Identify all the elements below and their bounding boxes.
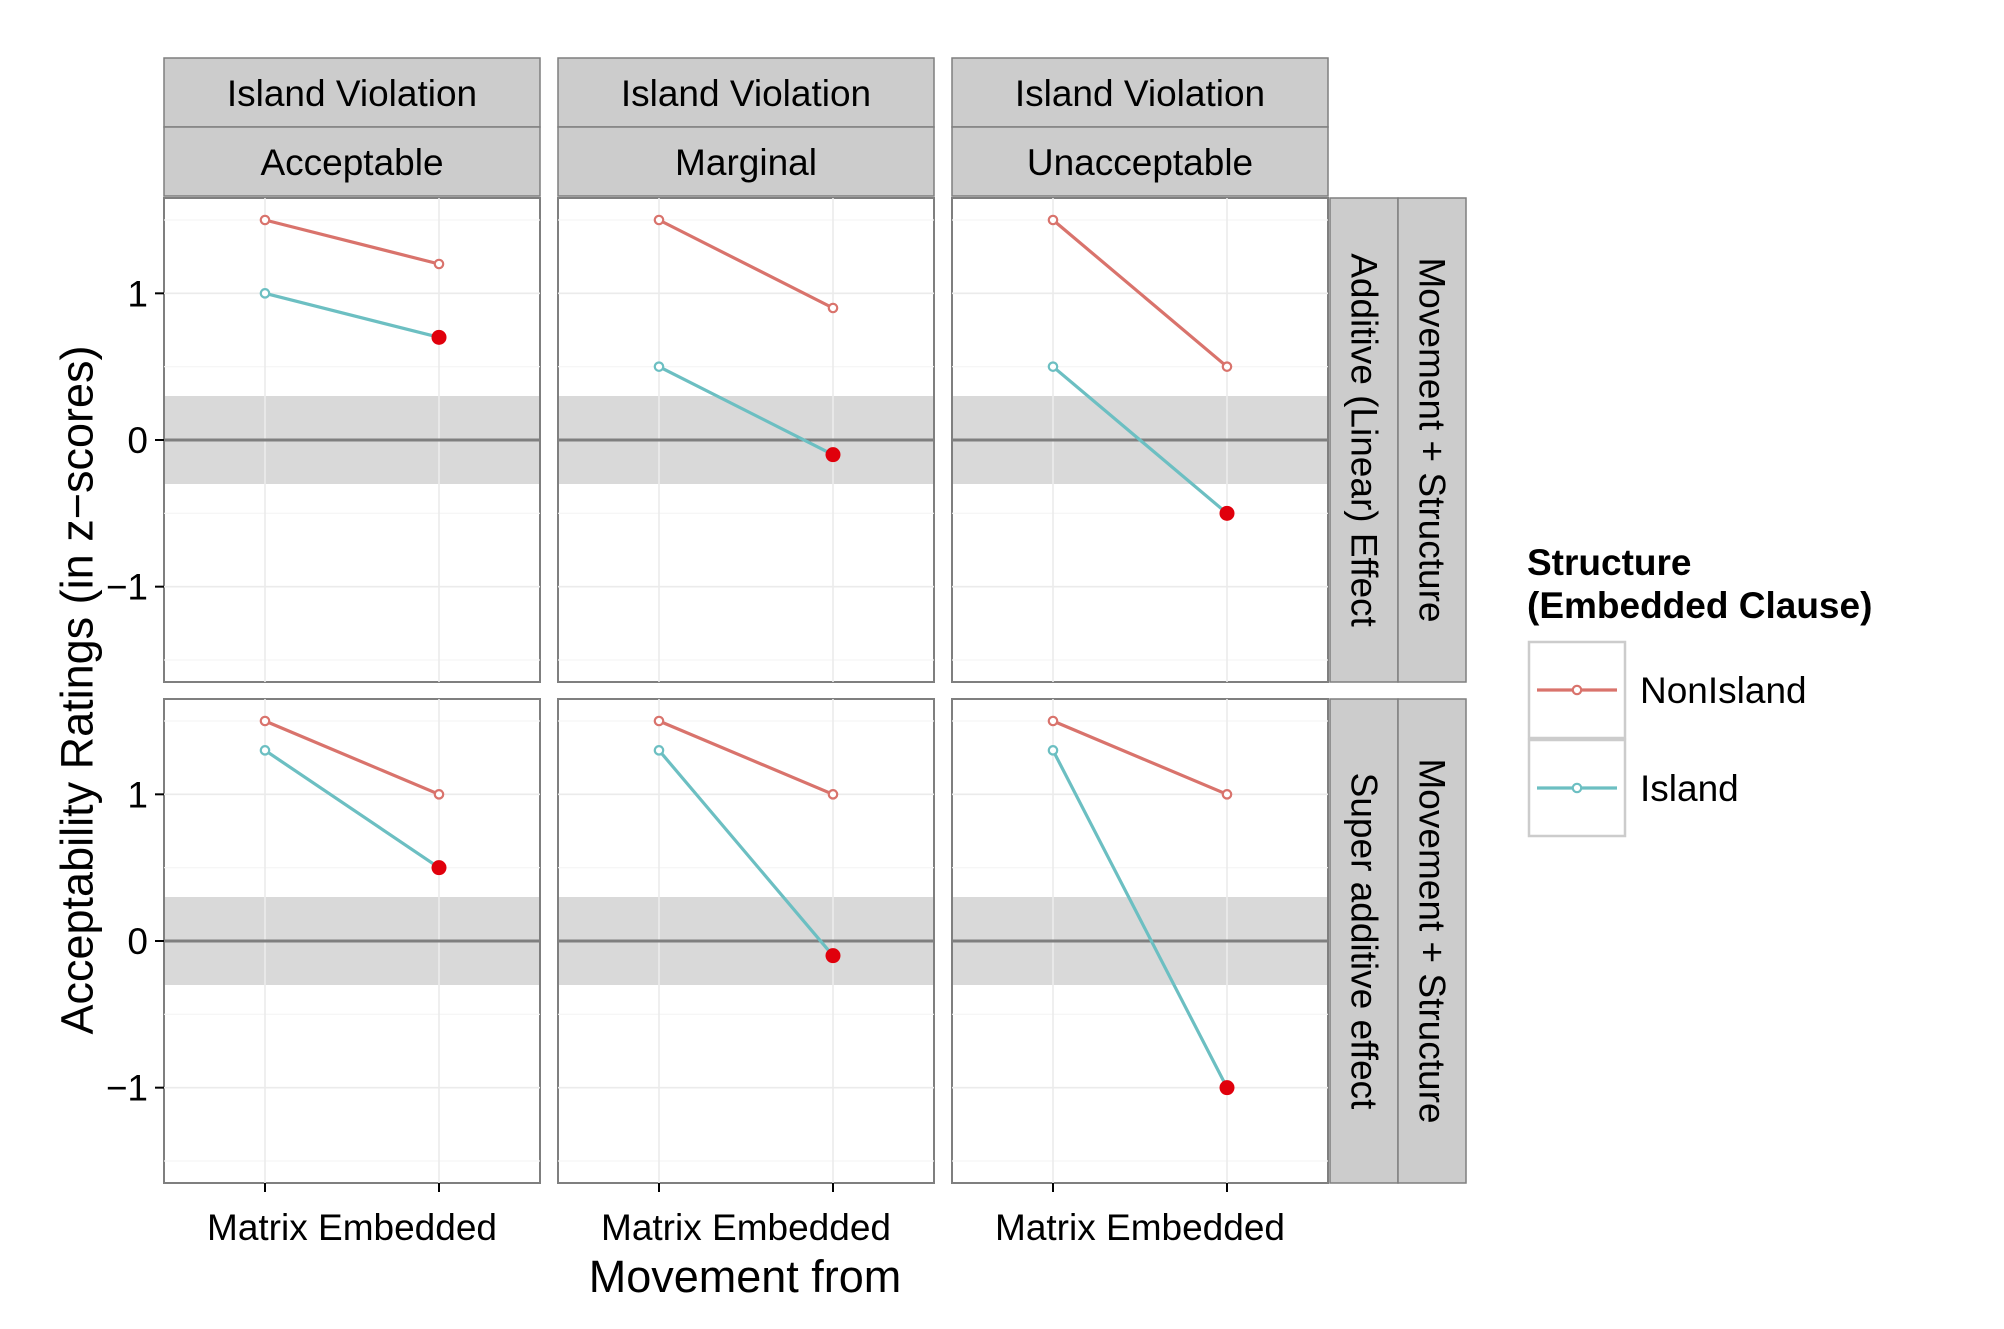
legend-title: Structure: [1527, 542, 1692, 583]
legend-title: (Embedded Clause): [1527, 585, 1873, 626]
panel-2-2: [558, 699, 934, 1248]
y-tick-label: 0: [127, 921, 148, 962]
x-tick-label: Matrix: [207, 1207, 308, 1248]
y-tick-label: 1: [127, 273, 148, 315]
x-tick-label: Matrix: [995, 1207, 1096, 1248]
highlight-point: [1220, 506, 1235, 521]
data-point-nonisland: [655, 717, 663, 725]
y-tick-label: 0: [127, 420, 148, 461]
data-point-island: [1049, 746, 1057, 754]
data-point-nonisland: [829, 790, 837, 798]
row-strip-1: [1330, 198, 1466, 682]
data-point-island: [261, 746, 269, 754]
data-point-island: [655, 746, 663, 754]
data-point-nonisland: [655, 216, 663, 224]
highlight-point: [826, 447, 841, 462]
highlight-point: [432, 330, 447, 345]
x-tick-labels: [995, 1207, 1285, 1248]
x-tick-label: Embedded: [1095, 1207, 1285, 1248]
row-strip-label: Super additive effect: [1343, 772, 1385, 1110]
panel-2-1: [106, 699, 540, 1248]
column-strip-3: [952, 58, 1328, 196]
legend: [1527, 542, 1872, 836]
highlight-point: [1220, 1080, 1235, 1095]
x-tick-label: Embedded: [307, 1207, 497, 1248]
x-tick-labels: [601, 1207, 891, 1248]
y-axis-title: Acceptability Ratings (in z−scores): [51, 345, 103, 1035]
x-tick-labels: [207, 1207, 497, 1248]
strip-label-island-violation: Island Violation: [226, 73, 478, 114]
data-point-nonisland: [1223, 362, 1231, 370]
row-strip-label: Additive (Linear) Effect: [1343, 253, 1385, 627]
data-point-nonisland: [435, 790, 443, 798]
data-point-nonisland: [261, 717, 269, 725]
panel-1-3: [952, 198, 1328, 682]
data-point-island: [261, 289, 269, 297]
legend-key-point: [1573, 784, 1581, 792]
y-tick-label: −1: [105, 566, 148, 608]
panel-1-2: [558, 198, 934, 682]
x-axis-title: Movement from: [588, 1251, 902, 1302]
strip-label-island-violation: Island Violation: [1014, 73, 1266, 114]
data-point-nonisland: [261, 216, 269, 224]
strip-label-acceptable: Acceptable: [260, 142, 444, 183]
x-tick-label: Embedded: [701, 1207, 891, 1248]
data-point-nonisland: [435, 260, 443, 268]
highlight-point: [826, 948, 841, 963]
data-point-island: [655, 362, 663, 370]
strip-label-island-violation: Island Violation: [620, 73, 872, 114]
highlight-point: [432, 860, 447, 875]
row-strip-label-movement-structure: Movement + Structure: [1411, 758, 1453, 1124]
legend-label-nonisland: NonIsland: [1640, 670, 1807, 711]
data-point-nonisland: [1049, 717, 1057, 725]
panel-1-1: [106, 198, 540, 682]
data-point-nonisland: [1223, 790, 1231, 798]
strip-label-unacceptable: Unacceptable: [1026, 142, 1254, 183]
data-point-island: [1049, 362, 1057, 370]
row-strip-2: [1330, 699, 1466, 1183]
row-strip-label-movement-structure: Movement + Structure: [1411, 257, 1453, 623]
y-tick-label: 1: [127, 774, 148, 816]
x-tick-label: Matrix: [601, 1207, 702, 1248]
panel-2-3: [952, 699, 1328, 1248]
column-strip-1: [164, 58, 540, 196]
y-tick-label: −1: [105, 1067, 148, 1109]
legend-label-island: Island: [1640, 768, 1739, 809]
legend-key-point: [1573, 686, 1581, 694]
strip-label-marginal: Marginal: [675, 142, 817, 183]
data-point-nonisland: [1049, 216, 1057, 224]
data-point-nonisland: [829, 304, 837, 312]
column-strip-2: [558, 58, 934, 196]
